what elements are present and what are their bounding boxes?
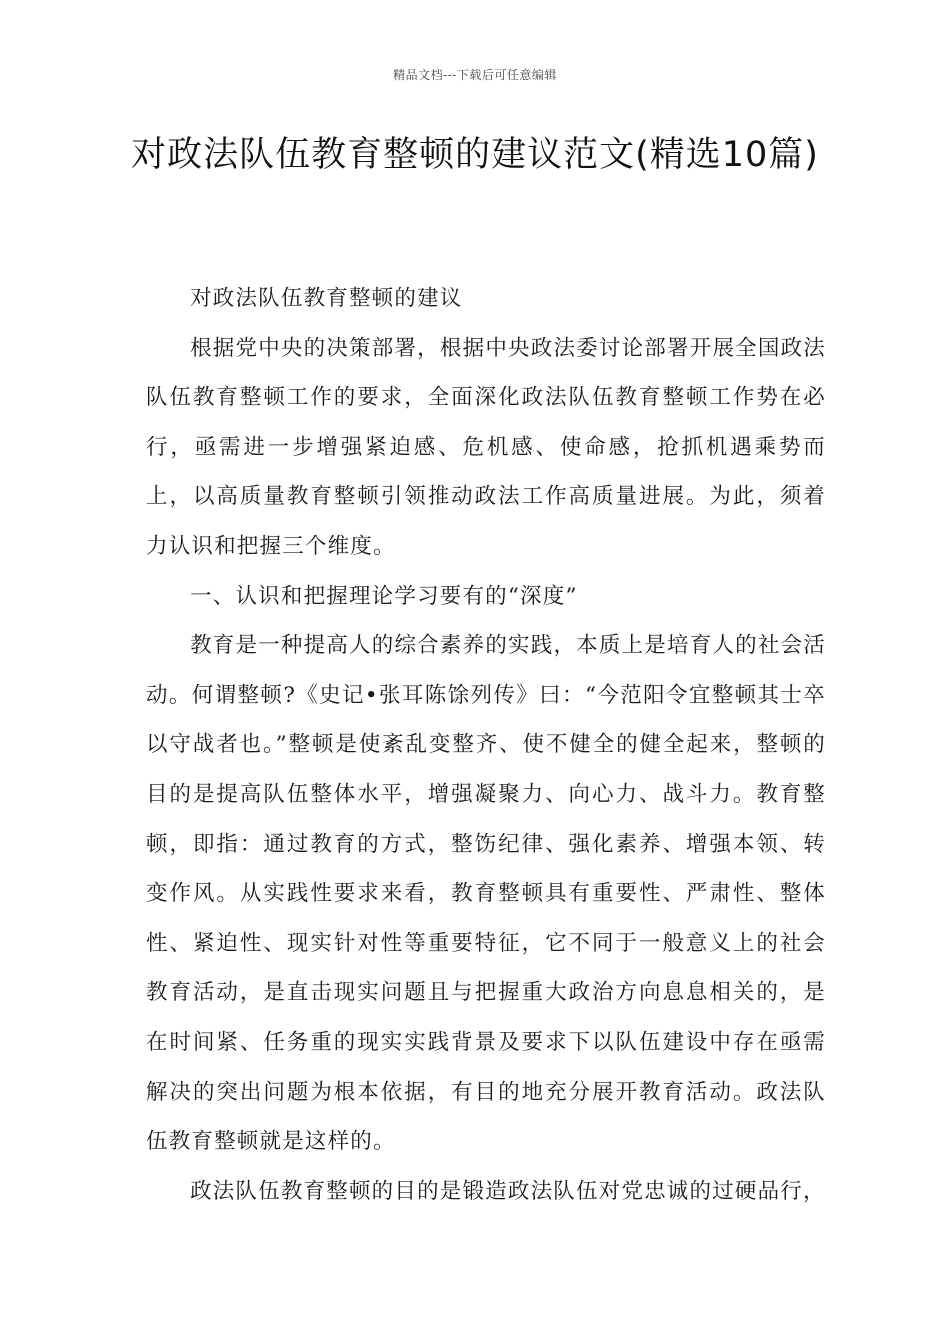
body-paragraph: 教育是一种提高人的综合素养的实践，本质上是培育人的社会活动。何谓整顿?《史记•张耳陈馀列传》曰：“今范阳令宜整顿其士卒以守战者也。”整顿是使紊乱变整齐、使不健全的健全起来，整顿的目的是提高队伍整体水平，增强凝聚力、向心力、战斗力。教育整顿，即指：通过教育的方式，整饬纪律、强化素养、增强本领、转变作风。从实践性要求来看，教育整顿具有重要性、严肃性、整体性、紧迫性、现实针对性等重要特征，它不同于一般意义上的社会教育活动，是直击现实问题且与把握重大政治方向息息相关的，是在时间紧、任务重的现实实践背景及要求下以队伍建设中存在亟需解决的突出问题为根本依据，有目的地充分展开教育活动。政法队伍教育整顿就是这样的。 <box>146 633 826 1155</box>
document-body <box>146 274 826 1216</box>
header-note: 精品文档---下载后可任意编辑 <box>393 68 557 82</box>
document-title: 对政法队伍教育整顿的建议范文(精选10篇) <box>131 135 819 175</box>
body-paragraph: 政法队伍教育整顿的目的是锻造政法队伍对党忠诚的过硬品行， <box>190 1178 826 1204</box>
section-heading: 对政法队伍教育整顿的建议 <box>190 286 463 311</box>
body-paragraph: 根据党中央的决策部署，根据中央政法委讨论部署开展全国政法队伍教育整顿工作的要求，全面深化政法队伍教育整顿工作势在必行，亟需进一步增强紧迫感、危机感、使命感，抢抓机遇乘势而上，以高质量教育整顿引领推动政法工作高质量进展。为此，须着力认识和把握三个维度。 <box>146 335 826 559</box>
section-heading: 一、认识和把握理论学习要有的“深度” <box>190 583 578 609</box>
